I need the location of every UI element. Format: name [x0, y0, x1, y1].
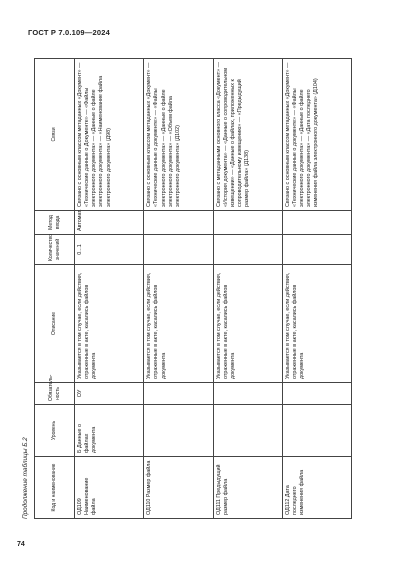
cell-mandatory: ОУ — [75, 383, 144, 405]
table-header-row — [35, 59, 75, 519]
cell-method — [213, 211, 282, 235]
cell-code: ОД111 Предыдущий размер файла — [213, 457, 282, 519]
cell-code: ОД109 Наименование файла — [75, 457, 144, 519]
cell-code: ОД110 Размер файла — [144, 457, 213, 519]
column-header-code: Код и наименование — [35, 457, 75, 519]
cell-description: Указывается в том случае, если действия, отраженные в акте, касались файлов документа — [282, 265, 351, 383]
cell-method — [282, 211, 351, 235]
table-row — [75, 59, 144, 519]
cell-count — [144, 235, 213, 265]
column-header-method: Метод ввода — [35, 211, 75, 235]
cell-description: Указывается в том случае, если действия, отраженные в акте, касались файлов документа — [144, 265, 213, 383]
cell-method — [144, 211, 213, 235]
cell-mandatory — [282, 383, 351, 405]
cell-links: Связано с метаданными основного класса «Документ» — «История документа» — «Данные о сопроводительном извещении» — «Данные о файлах, приложенных к сопроводительному извещению» — «Предыдущий размер файла» (Д138) — [213, 59, 282, 211]
cell-count — [282, 235, 351, 265]
cell-description: Указывается в том случае, если действия, отраженные в акте, касались файлов документа — [75, 265, 144, 383]
cell-level — [282, 405, 351, 457]
column-header-count: Количество значений — [35, 235, 75, 265]
cell-links: Связано с основным классом метаданных «Документ» — «Технические данные о документе» — «Файлы электронного документа» — «Данные о файле электронного документа» — «Дата последнего изменения файла электронного документа» (Д104) — [282, 59, 351, 211]
cell-mandatory — [213, 383, 282, 405]
cell-links: Связано с основным классом метаданных «Документ» — «Технические данные о документе» — «Файлы электронного документа» — «Данные о файле электронного документа» — «Объем файла электронного документа» (Д102) — [144, 59, 213, 211]
cell-count — [213, 235, 282, 265]
column-header-level: Уровень — [35, 405, 75, 457]
column-header-mandatory: Обязатель-ность — [35, 383, 75, 405]
cell-level — [144, 405, 213, 457]
cell-method: Автомат. — [75, 211, 144, 235]
table-continuation-caption: Продолжение таблицы Б.2 — [22, 437, 29, 519]
cell-level — [213, 405, 282, 457]
page-number: 74 — [17, 541, 25, 548]
column-header-description: Описание — [35, 265, 75, 383]
rotated-table-block — [22, 59, 352, 519]
table-row — [282, 59, 351, 519]
table-row — [213, 59, 282, 519]
table-row — [144, 59, 213, 519]
cell-level: Б Данные о файлах документа — [75, 405, 144, 457]
cell-links: Связано с основным классом метаданных «Документ» — «Технические данные о Документе» — «Файлы электронного документа» — «Данные о файле электронного документа» — «Наименование файла электронного документа» (Д98) — [75, 59, 144, 211]
cell-mandatory — [144, 383, 213, 405]
metadata-table — [34, 58, 352, 519]
cell-code: ОД112 Дата последнего изменения файла — [282, 457, 351, 519]
page-header-doc-code: ГОСТ Р 7.0.109—2024 — [28, 28, 110, 37]
column-header-links: Связи — [35, 59, 75, 211]
cell-count: 0...1 — [75, 235, 144, 265]
cell-description: Указывается в том случае, если действия, отраженные в акте, касались файлов документа — [213, 265, 282, 383]
